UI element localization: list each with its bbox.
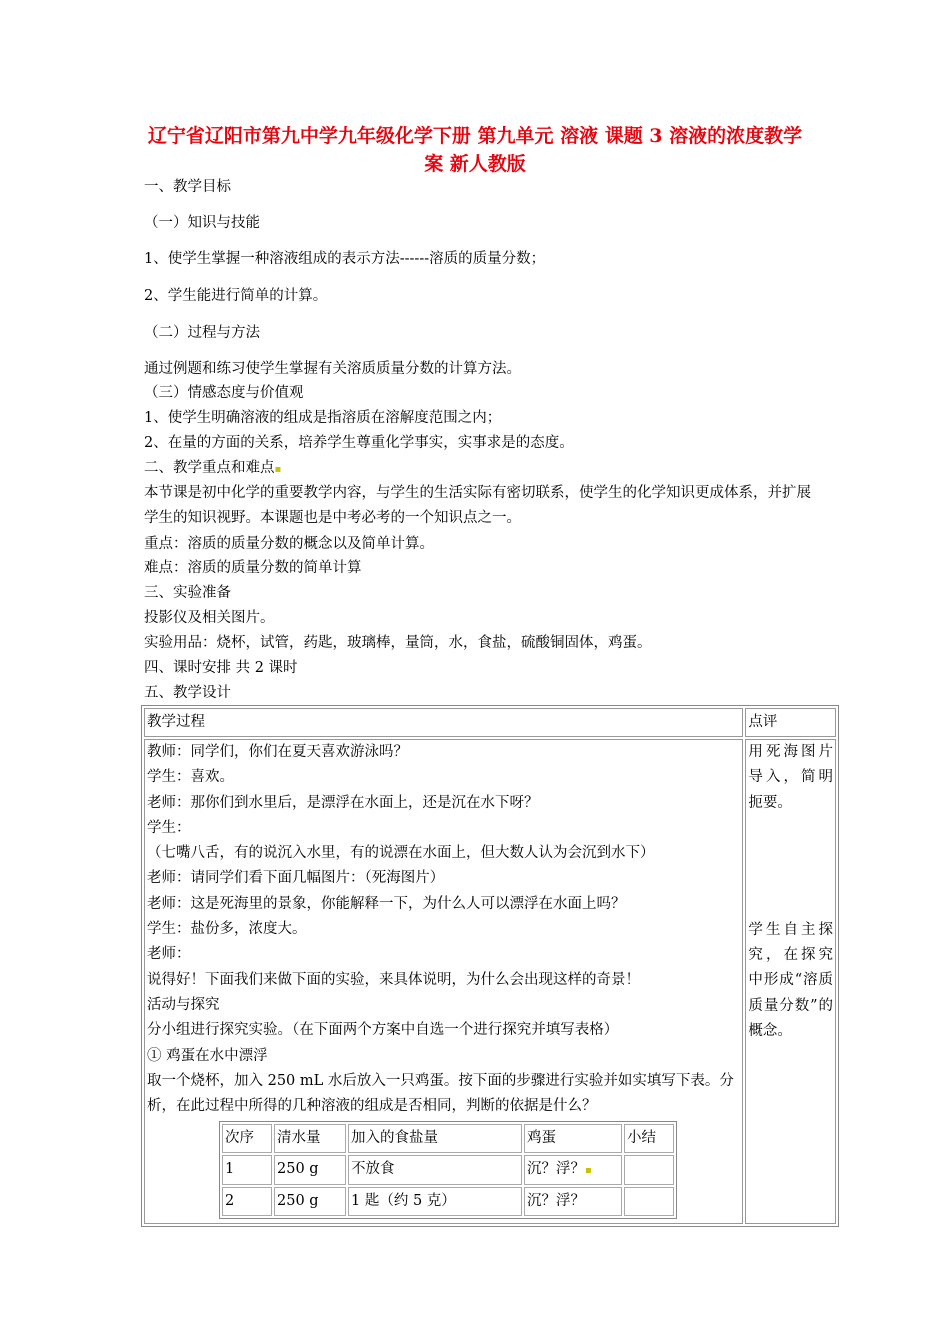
section-design-heading: 五、教学设计 (144, 685, 231, 701)
experiment-description: 取一个烧杯，加入 250 mL 水后放入一只鸡蛋。按下面的步骤进行实验并如实填写下表。分析，在此过程中所得的几种溶液的组成是否相同，判断的依据是什么？ (147, 1072, 734, 1115)
preparation-projector: 投影仪及相关图片。 (144, 610, 275, 626)
teaching-process-cell (144, 739, 743, 1224)
table-cell: 不放食 (348, 1155, 522, 1185)
table-cell: 沉？浮？ (524, 1187, 622, 1216)
keypoint-difficulty: 难点：溶质的质量分数的简单计算 (144, 560, 362, 576)
table-cell (624, 1187, 674, 1216)
dialogue-line: 说得好！下面我们来做下面的实验，来具体说明，为什么会出现这样的奇景！ (147, 971, 640, 988)
table-row (222, 1155, 674, 1185)
table-row (222, 1124, 674, 1153)
table-cell (624, 1155, 674, 1185)
table-cell: 沉？浮？▪ (524, 1155, 622, 1185)
experiment-record-table (219, 1121, 677, 1219)
objective-item-2: 2、学生能进行简单的计算。 (144, 288, 328, 304)
header-comment: 点评 (745, 708, 836, 737)
comment-intro: 用死海图片导入，简明扼要。 (748, 744, 833, 811)
dialogue-line: 老师：请同学们看下面几幅图片：（死海图片） (147, 870, 445, 887)
dialogue-line: 学生：喜欢。 (147, 769, 234, 786)
keypoints-intro-paragraph: 本节课是初中化学的重要教学内容，与学生的生活实际有密切联系，使学生的化学知识更成体系，并扩展学生的知识视野。本课题也是中考必考的一个知识点之一。 (144, 485, 811, 526)
process-method-text: 通过例题和练习使学生掌握有关溶质质量分数的计算方法。 (144, 361, 521, 377)
attitude-item-2: 2、在量的方面的关系，培养学生尊重化学事实，实事求是的态度。 (144, 435, 574, 451)
table-cell: 250 g (274, 1155, 346, 1185)
dialogue-line: 老师： (147, 946, 191, 963)
document-title: 辽宁省辽阳市第九中学九年级化学下册 第九单元 溶液 课题 3 溶液的浓度教学案 新人教版 (147, 125, 803, 175)
section-schedule-heading: 四、课时安排 共 2 课时 (144, 660, 298, 676)
col-header-egg: 鸡蛋 (524, 1124, 622, 1153)
col-header-summary: 小结 (624, 1124, 674, 1153)
preparation-materials: 实验用品：烧杯，试管，药匙，玻璃棒，量筒，水，食盐，硫酸铜固体，鸡蛋。 (144, 635, 652, 651)
col-header-water: 清水量 (274, 1124, 346, 1153)
header-teaching-process: 教学过程 (144, 708, 743, 737)
col-header-order: 次序 (222, 1124, 272, 1153)
subsection-attitude-heading: （三）情感态度与价值观 (144, 385, 304, 401)
activity-heading: 活动与探究 (147, 996, 220, 1013)
dialogue-line: 老师：这是死海里的景象，你能解释一下，为什么人可以漂浮在水面上吗？ (147, 895, 626, 912)
attitude-item-1: 1、使学生明确溶液的组成是指溶质在溶解度范围之内； (144, 410, 502, 426)
section-keypoints-heading: 二、教学重点和难点▪ (144, 460, 282, 476)
table-cell: 1 匙（约 5 克） (348, 1187, 522, 1216)
keypoint-focus: 重点：溶质的质量分数的概念以及简单计算。 (144, 536, 434, 552)
comment-cell (745, 739, 836, 1224)
experiment-title: ① 鸡蛋在水中漂浮 (147, 1047, 268, 1064)
subsection-knowledge-heading: （一）知识与技能 (144, 215, 260, 231)
dialogue-line: 学生：盐份多，浓度大。 (147, 921, 307, 938)
table-cell: 2 (222, 1187, 272, 1216)
table-cell: 1 (222, 1155, 272, 1185)
table-row (222, 1187, 674, 1216)
subsection-process-heading: （二）过程与方法 (144, 325, 260, 341)
objective-item-1: 1、使学生掌握一种溶液组成的表示方法------溶质的质量分数； (144, 251, 546, 267)
dialogue-line: 学生： (147, 819, 191, 836)
comment-exploration: 学生自主探究，在探究中形成“溶质质量分数”的概念。 (748, 921, 833, 1040)
col-header-salt: 加入的食盐量 (348, 1124, 522, 1153)
activity-instruction: 分小组进行探究实验。（在下面两个方案中自选一个进行探究并填写表格） (147, 1022, 619, 1039)
section-preparation-heading: 三、实验准备 (144, 585, 231, 601)
section-objectives-heading: 一、教学目标 (144, 179, 231, 195)
dialogue-line: 老师：那你们到水里后，是漂浮在水面上，还是沉在水下呀？ (147, 794, 539, 811)
teaching-design-table (141, 705, 839, 1227)
dialogue-line: 教师：同学们，你们在夏天喜欢游泳吗？ (147, 744, 408, 760)
dialogue-line: （七嘴八舌，有的说沉入水里，有的说漂在水面上，但大数人认为会沉到水下） (147, 845, 655, 862)
table-cell: 250 g (274, 1187, 346, 1216)
